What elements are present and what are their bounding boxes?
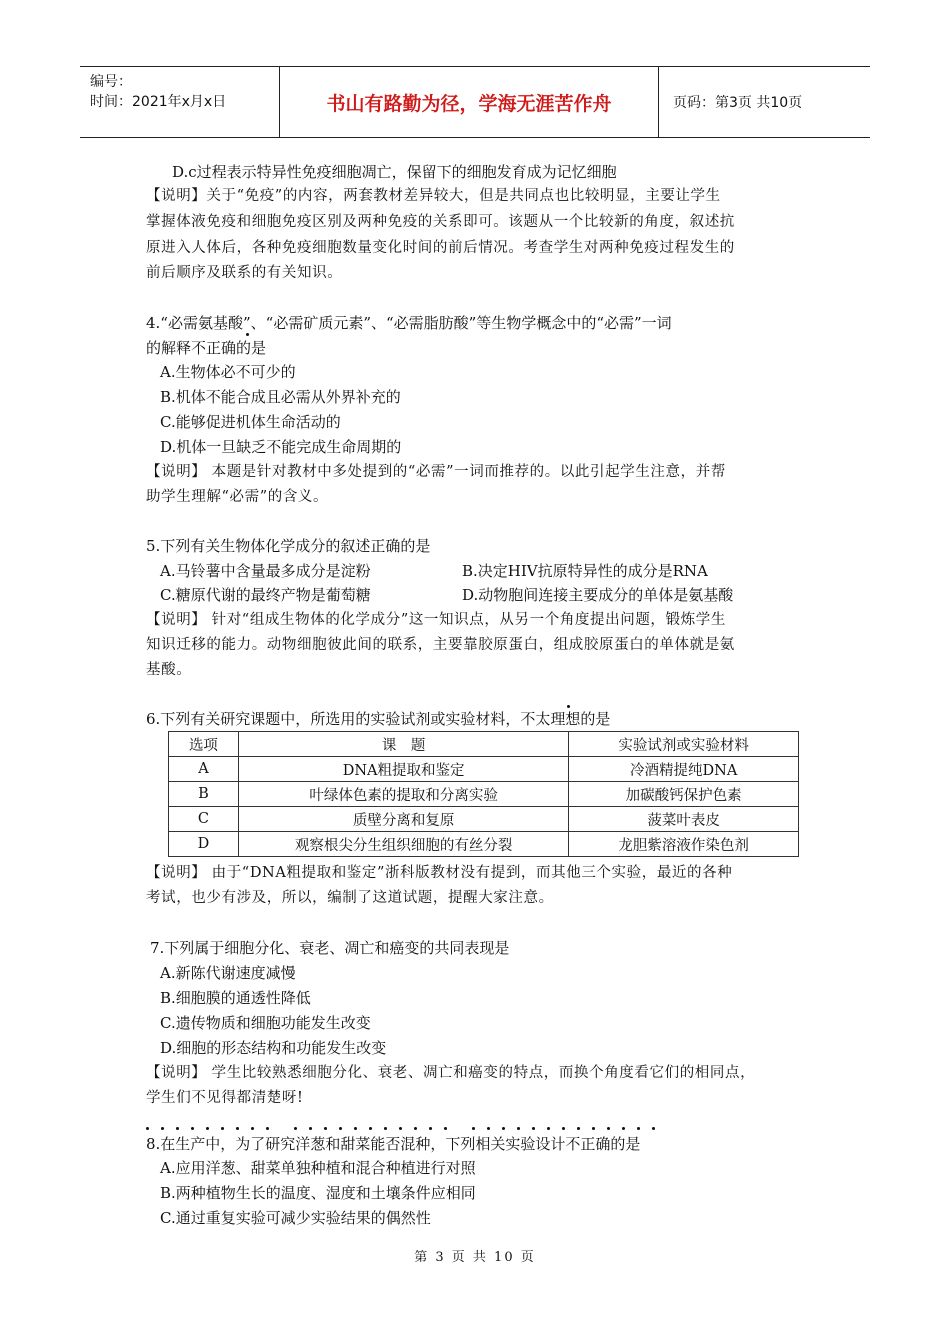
emphasis-dot: [246, 333, 249, 336]
emphasis-dot: [309, 1127, 312, 1130]
emphasis-dot: [384, 1127, 387, 1130]
q8-option: C.通过重复实验可减少实验结果的偶然性: [160, 1209, 431, 1227]
q7-option: A.新陈代谢速度减慢: [160, 964, 296, 982]
q5-note-line: 基酸。: [146, 662, 192, 678]
emphasis-dot: [429, 1127, 432, 1130]
q7-stem: 7.下列属于细胞分化、衰老、凋亡和癌变的共同表现是: [150, 939, 510, 957]
emphasis-dot: [266, 1127, 269, 1130]
emphasis-dot: [592, 1127, 595, 1130]
table-cell: B: [169, 782, 239, 807]
table-cell: 叶绿体色素的提取和分离实验: [238, 782, 568, 807]
header-meta: [80, 67, 280, 137]
number-label: 编号：: [90, 74, 132, 90]
emphasis-dot: [161, 1127, 164, 1130]
emphasis-dot: [414, 1127, 417, 1130]
q4-stem-line: 的解释不正确的是: [146, 339, 267, 357]
table-header-row: [169, 732, 799, 757]
table-row: [169, 832, 799, 857]
table-header-cell: 选项: [169, 732, 239, 757]
table-cell: A: [169, 757, 239, 782]
q3-note-line: 前后顺序及联系的有关知识。: [146, 265, 343, 281]
q8-option: A.应用洋葱、甜菜单独种植和混合种植进行对照: [160, 1159, 476, 1177]
emphasis-dot: [294, 1127, 297, 1130]
emphasis-dot: [622, 1127, 625, 1130]
emphasis-dot: [236, 1127, 239, 1130]
header-page-info: 页码：第3页 共10页: [673, 95, 803, 111]
emphasis-dot: [562, 1127, 565, 1130]
table-cell: 菠菜叶表皮: [569, 807, 799, 832]
emphasis-dot: [444, 1127, 447, 1130]
q5-option: C.糖原代谢的最终产物是葡萄糖: [160, 586, 371, 604]
q7-option: C.遗传物质和细胞功能发生改变: [160, 1014, 371, 1032]
table-row: [169, 757, 799, 782]
emphasis-dot: [399, 1127, 402, 1130]
table-header-cell: 实验试剂或实验材料: [569, 732, 799, 757]
emphasis-dot: [472, 1127, 475, 1130]
page-header: [80, 66, 870, 138]
emphasis-dot: [251, 1127, 254, 1130]
q3-option-d: D.c过程表示特异性免疫细胞凋亡，保留下的细胞发育成为记忆细胞: [172, 163, 617, 181]
emphasis-dot: [324, 1127, 327, 1130]
q8-stem: 8.在生产中，为了研究洋葱和甜菜能否混种，下列相关实验设计不正确的是: [146, 1135, 641, 1153]
q5-option: A.马铃薯中含量最多成分是淀粉: [160, 562, 371, 580]
emphasis-dot: [369, 1127, 372, 1130]
table-cell: D: [169, 832, 239, 857]
q4-stem-line: 4.“必需氨基酸”、“必需矿质元素”、“必需脂肪酸”等生物学概念中的“必需”一词: [146, 314, 672, 332]
q5-note-line: 知识迁移的能力。动物细胞彼此间的联系，主要靠胶原蛋白，组成胶原蛋白的单体就是氨: [146, 637, 735, 653]
date-label: 时间：2021年x月x日: [90, 94, 227, 110]
q4-note-line: 助学生理解“必需”的含义。: [146, 489, 329, 505]
q6-note-line: 考试，也少有涉及，所以，编制了这道试题，提醒大家注意。: [146, 890, 554, 906]
table-cell: C: [169, 807, 239, 832]
q3-note-line: 掌握体液免疫和细胞免疫区别及两种免疫的关系即可。该题从一个比较新的角度，叙述抗: [146, 214, 735, 230]
table-cell: DNA粗提取和鉴定: [238, 757, 568, 782]
emphasis-dot: [221, 1127, 224, 1130]
emphasis-dot: [339, 1127, 342, 1130]
q7-note-line: 【说明】 学生比较熟悉细胞分化、衰老、凋亡和癌变的特点，而换个角度看它们的相同点，: [146, 1065, 756, 1081]
table-header-cell: 课 题: [238, 732, 568, 757]
q6-note-line: 【说明】 由于“DNA粗提取和鉴定”浙科版教材没有提到，而其他三个实验，最近的各种: [146, 865, 733, 881]
emphasis-dot: [577, 1127, 580, 1130]
page-footer: 第 3 页 共 10 页: [414, 1250, 536, 1265]
q5-stem: 5.下列有关生物体化学成分的叙述正确的是: [146, 537, 431, 555]
emphasis-dot: [547, 1127, 550, 1130]
table-row: [169, 807, 799, 832]
emphasis-dot: [191, 1127, 194, 1130]
table-row: [169, 782, 799, 807]
header-motto: 书山有路勤为径，学海无涯苦作舟: [280, 67, 659, 137]
q4-option: C.能够促进机体生命活动的: [160, 413, 341, 431]
emphasis-dot: [532, 1127, 535, 1130]
q6-stem: 6.下列有关研究课题中，所选用的实验试剂或实验材料，不太理想的是: [146, 710, 611, 728]
q4-option: B.机体不能合成且必需从外界补充的: [160, 388, 401, 406]
emphasis-dot: [176, 1127, 179, 1130]
emphasis-dot: [517, 1127, 520, 1130]
q6-table: [168, 731, 799, 857]
q4-note-line: 【说明】 本题是针对教材中多处提到的“必需”一词而推荐的。以此引起学生注意，并帮: [146, 464, 726, 480]
q5-note-line: 【说明】 针对“组成生物体的化学成分”这一知识点，从另一个角度提出问题，锻炼学生: [146, 612, 726, 628]
emphasis-dot: [146, 1127, 149, 1130]
table-cell: 观察根尖分生组织细胞的有丝分裂: [238, 832, 568, 857]
q8-option: B.两种植物生长的温度、湿度和土壤条件应相同: [160, 1184, 476, 1202]
q3-note-line: 原进入人体后，各种免疫细胞数量变化时间的前后情况。考查学生对两种免疫过程发生的: [146, 240, 735, 256]
table-cell: 加碳酸钙保护色素: [569, 782, 799, 807]
emphasis-dot: [637, 1127, 640, 1130]
q7-option: B.细胞膜的通透性降低: [160, 989, 311, 1007]
emphasis-dot: [206, 1127, 209, 1130]
q7-note-line: 学生们不见得都清楚呀!: [146, 1090, 304, 1106]
emphasis-dot: [607, 1127, 610, 1130]
table-cell: 质壁分离和复原: [238, 807, 568, 832]
emphasis-dot: [502, 1127, 505, 1130]
emphasis-dot: [652, 1127, 655, 1130]
q5-option: B.决定HIV抗原特异性的成分是RNA: [462, 562, 708, 580]
q4-option: A.生物体必不可少的: [160, 363, 296, 381]
q4-option: D.机体一旦缺乏不能完成生命周期的: [160, 438, 402, 456]
q5-option: D.动物胞间连接主要成分的单体是氨基酸: [462, 586, 734, 604]
table-cell: 龙胆紫溶液作染色剂: [569, 832, 799, 857]
emphasis-dot: [487, 1127, 490, 1130]
q7-option: D.细胞的形态结构和功能发生改变: [160, 1039, 387, 1057]
q3-note-line: 【说明】关于“免疫”的内容，两套教材差异较大，但是共同点也比较明显，主要让学生: [146, 188, 721, 204]
emphasis-dot: [354, 1127, 357, 1130]
table-cell: 冷酒精提纯DNA: [569, 757, 799, 782]
